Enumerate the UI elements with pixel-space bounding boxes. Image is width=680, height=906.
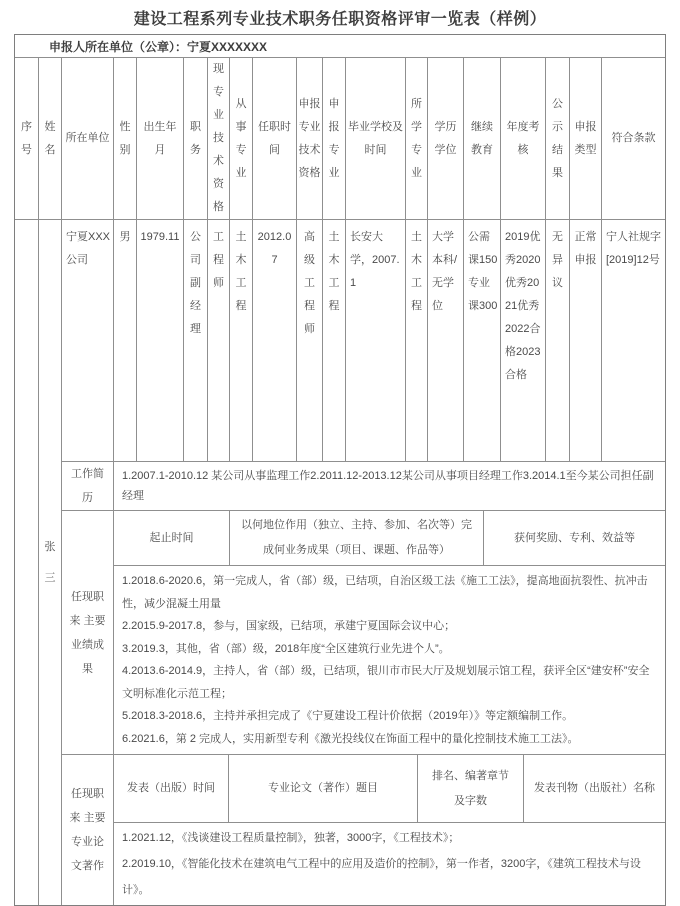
table-body [15, 220, 665, 905]
cell-annual-review: 2019优秀2020优秀2021优秀2022合格2023合格 [501, 220, 546, 461]
cell-current-title: 工程师 [208, 220, 230, 461]
achievements-label: 任现职来 主要业绩成果 [62, 511, 114, 754]
unit-stamp-text: 申报人所在单位（公章）：宁夏XXXXXXX [49, 39, 268, 54]
col-header-current-title: 现专业技术资格 [208, 58, 230, 219]
achievements-col-role: 以何地位作用（独立、主持、参加、名次等）完成何业务成果（项目、课题、作品等） [230, 511, 484, 565]
form-title: 建设工程系列专业技术职务任职资格评审一览表（样例） [133, 10, 547, 28]
work-history-row [62, 462, 665, 511]
record-row [62, 220, 665, 462]
review-table [14, 34, 666, 906]
cell-work-major: 土木工程 [230, 220, 253, 461]
achievements-col-award: 获何奖励、专利、效益等 [514, 531, 635, 544]
publication-item: 2.2019.10，《智能化技术在建筑电气工程中的应用及造价的控制》，第一作者，3200字，《建筑工程技术与设计》。 [122, 858, 641, 896]
achievements-col-time: 起止时间 [114, 511, 230, 565]
achievements-section [114, 511, 665, 754]
col-header-education: 学历学位 [428, 58, 464, 219]
cell-school: 长安大学，2007.1 [346, 220, 406, 461]
cell-apply-title: 高级工程师 [297, 220, 323, 461]
publications-col-title: 专业论文（著作）题目 [229, 755, 418, 822]
achievement-item: 6.2021.6，第 2 完成人，实用新型专利《激光投线仪在饰面工程中的量化控制技术施工工法》。 [122, 732, 579, 745]
cell-name: 张三 [39, 220, 62, 905]
achievements-content [114, 566, 665, 754]
col-header-annual-review: 年度考核 [501, 58, 546, 219]
col-header-seq: 序号 [15, 58, 39, 219]
col-header-appoint-time: 任职时间 [253, 58, 297, 219]
cell-unit: 宁夏XXX公司 [62, 220, 114, 461]
cell-apply-major: 土木工程 [323, 220, 346, 461]
col-header-unit: 所在单位 [62, 58, 114, 219]
col-header-apply-major: 申报专业 [323, 58, 346, 219]
column-header-row [15, 58, 665, 220]
col-header-school: 毕业学校及时间 [346, 58, 406, 219]
achievement-item: 4.2013.6-2014.9，主持人，省（部）级，已结项，银川市市民大厅及规划展示馆工程，获评全区“建安杯”安全文明标准化示范工程； [122, 665, 650, 700]
col-header-clause: 符合条款 [611, 132, 656, 144]
publication-item: 1.2021.12，《浅谈建设工程质量控制》，独著，3000字，《工程技术》； [122, 832, 460, 844]
col-header-publicity: 公示结果 [546, 58, 570, 219]
cell-gender: 男 [114, 220, 137, 461]
publications-row [62, 755, 665, 905]
cell-study-major: 土木工程 [406, 220, 428, 461]
col-header-apply-title: 申报专业技术资格 [297, 58, 323, 219]
achievement-item: 2.2015.9-2017.8，参与，国家级，已结项，承建宁夏国际会议中心； [122, 620, 456, 632]
achievement-item: 3.2019.3，其他，省（部）级，2018年度“全区建筑行业先进个人”。 [122, 642, 450, 655]
cell-clause: 宁人社规字[2019]12号 [606, 231, 661, 266]
cell-appoint-time: 2012.07 [253, 220, 297, 461]
publications-col-time: 发表（出版）时间 [114, 755, 229, 822]
table-body-main [62, 220, 665, 905]
achievements-header-strip [114, 511, 665, 566]
achievement-item: 1.2018.6-2020.6，第一完成人，省（部）级，已结项，自治区级工法《施工工法》，提高地面抗裂性、抗冲击性，减少混凝土用量 [122, 575, 648, 610]
publications-col-rank: 排名、编著章节及字数 [418, 755, 524, 822]
cell-education: 大学本科/无学位 [428, 220, 464, 461]
publications-label: 任现职来 主要专业论文著作 [62, 755, 114, 905]
unit-stamp-row [15, 35, 665, 58]
work-history-content: 1.2007.1-2010.12 某公司从事监理工作2.2011.12-2013.12某公司从事项目经理工作3.2014.1至今某公司担任副经理 [122, 470, 654, 502]
col-header-study-major: 所学专业 [406, 58, 428, 219]
cell-cont-education: 公需课150专业课300 [464, 220, 501, 461]
cell-apply-type: 正常申报 [570, 220, 602, 461]
col-header-position: 职务 [184, 58, 208, 219]
col-header-name: 姓名 [39, 58, 62, 219]
achievements-row [62, 511, 665, 755]
col-header-apply-type: 申报类型 [570, 58, 602, 219]
col-header-gender: 性别 [114, 58, 137, 219]
col-header-cont-education: 继续教育 [464, 58, 501, 219]
publications-section [114, 755, 665, 905]
publications-content [114, 823, 665, 905]
achievement-item: 5.2018.3-2018.6，主持并承担完成了《宁夏建设工程计价依据（2019年）》等定额编制工作。 [122, 710, 574, 722]
publications-header-strip [114, 755, 665, 823]
publications-col-journal: 发表刊物（出版社）名称 [534, 782, 655, 794]
cell-seq [15, 220, 39, 905]
work-history-label: 工作简历 [62, 462, 114, 510]
cell-publicity: 无异议 [546, 220, 570, 461]
cell-birth: 1979.11 [137, 220, 184, 461]
cell-position: 公司副经理 [184, 220, 208, 461]
col-header-birth: 出生年月 [137, 58, 184, 219]
col-header-work-major: 从事专业 [230, 58, 253, 219]
